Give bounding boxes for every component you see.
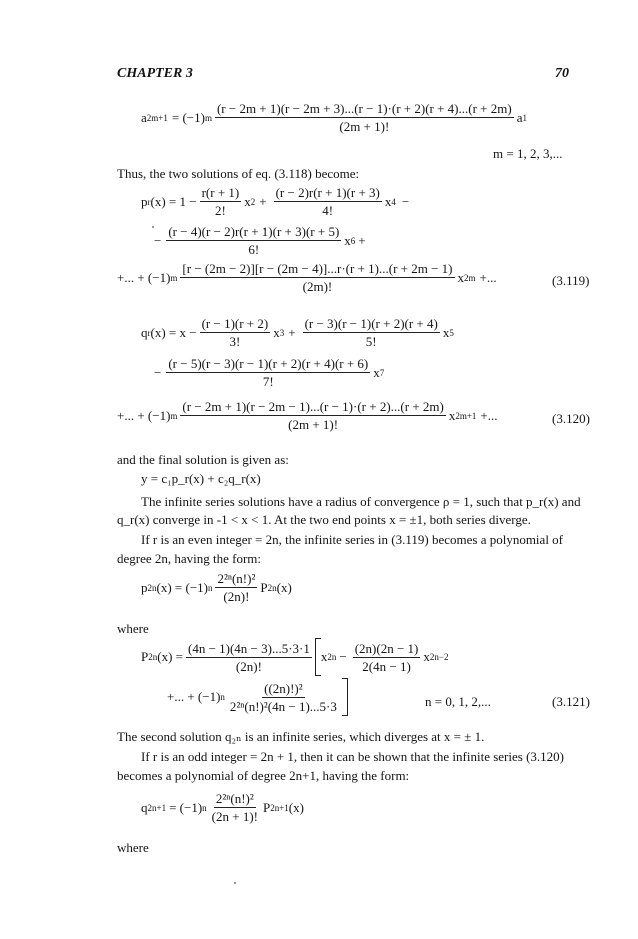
where-label: where [117, 621, 149, 636]
equation-P2n-line1: P 2n (x) = $\frac{(4n - 1)(4n - 3)...5\cdot 3\cdot 1}{(2n)!}$ x 2n − $\frac{(2n)(2n - 1)}{2(4n - 1)}$ x 2n−2 [141, 638, 448, 676]
equation-number: (3.121) [552, 694, 590, 709]
equation-pr-general-term: +... + (−1) m $\frac{[r - (2m - 2)][r - (2m - 4)]...r\cdot(r + 1)...(r + 2m - 1)}{(2m)!}$ x 2m +... [117, 261, 497, 294]
right-bracket [342, 678, 348, 716]
scan-speck [234, 882, 236, 884]
fraction: $\frac{(r - 2m + 1)(r - 2m + 3)...(r - 1)\cdot(r + 2)(r + 4)...(r + 2m)}{(2m + 1)!}$ [216, 101, 512, 134]
equation-number: (3.119) [552, 273, 590, 288]
paragraph-convergence-line2: q_r(x) converge in -1 < x < 1. At the two end points x = ±1, both series diverge. [117, 512, 531, 527]
equation-general-solution: y = c₁p_r(x) + c₂q_r(x) [141, 471, 261, 486]
equation-qr-general-term: +... + (−1) m $\frac{(r - 2m + 1)(r - 2m - 1)...(r - 1)\cdot(r + 2)...(r + 2m)}{(2m + 1)!}$ x 2m+1 +... [117, 399, 498, 432]
equation-pr-line2: − $\frac{(r - 4)(r - 2)r(r + 1)(r + 3)(r + 5)}{6!}$ x 6 + [154, 224, 366, 257]
equation-q2n1: q 2n+1 = (−1) n $\frac{\text{2²ⁿ(n!)²}}{(2n + 1)!}$ P 2n+1 (x) [141, 791, 304, 824]
page-number: 70 [555, 66, 569, 81]
where-label: where [117, 840, 149, 855]
chapter-heading: CHAPTER 3 [117, 66, 193, 81]
paragraph-even-line1: If r is an even integer = 2n, the infinite series in (3.119) becomes a polynomial of [141, 532, 564, 547]
equation-P2n-line2: +... + (−1) n $\frac{\text{((2n)!)²}}{\text{2²ⁿ(n!)²(4n − 1)...5·3}}$ [167, 678, 348, 716]
paragraph-intro: Thus, the two solutions of eq. (3.118) become: [117, 166, 360, 181]
paragraph-second-solution: The second solution q₂ₙ is an infinite series, which diverges at x = ± 1. [117, 729, 485, 744]
equation-p2n: p 2n (x) = (−1) n $\frac{\text{2²ⁿ(n!)²}}{(2n)!}$ P 2n (x) [141, 571, 292, 604]
paragraph-convergence-line1: The infinite series solutions have a radius of convergence ρ = 1, such that p_r(x) and [141, 494, 581, 509]
paragraph-odd-line2: becomes a polynomial of degree 2n+1, having the form: [117, 768, 410, 783]
equation-pr-line1: p r (x) = 1 − $\frac{r(r + 1)}{2!}$ x 2 + $\frac{(r - 2)r(r + 1)(r + 3)}{4!}$ x 4 − [141, 185, 410, 218]
equation-number: (3.120) [552, 411, 590, 426]
equation-qr-line1: q r (x) = x − $\frac{(r - 1)(r + 2)}{3!}$ x 3 + $\frac{(r - 3)(r - 1)(r + 2)(r + 4)}{5!}$ x 5 [141, 316, 454, 349]
n-range: n = 0, 1, 2,... [425, 694, 491, 709]
equation-a2m1: a 2m+1 = (−1) m $\frac{(r - 2m + 1)(r - 2m + 3)...(r - 1)\cdot(r + 2)(r + 4)...(r + 2m)}{(2m + 1)!}$ a 1 [141, 101, 527, 134]
paragraph-even-line2: degree 2n, having the form: [117, 551, 262, 566]
m-range: m = 1, 2, 3,... [493, 146, 563, 161]
paragraph-odd-line1: If r is an odd integer = 2n + 1, then it can be shown that the infinite series (3.120) [141, 749, 564, 764]
equation-qr-line2: − $\frac{(r - 5)(r - 3)(r - 1)(r + 2)(r + 4)(r + 6)}{7!}$ x 7 [154, 356, 385, 389]
paragraph-final-solution: and the final solution is given as: [117, 452, 289, 467]
